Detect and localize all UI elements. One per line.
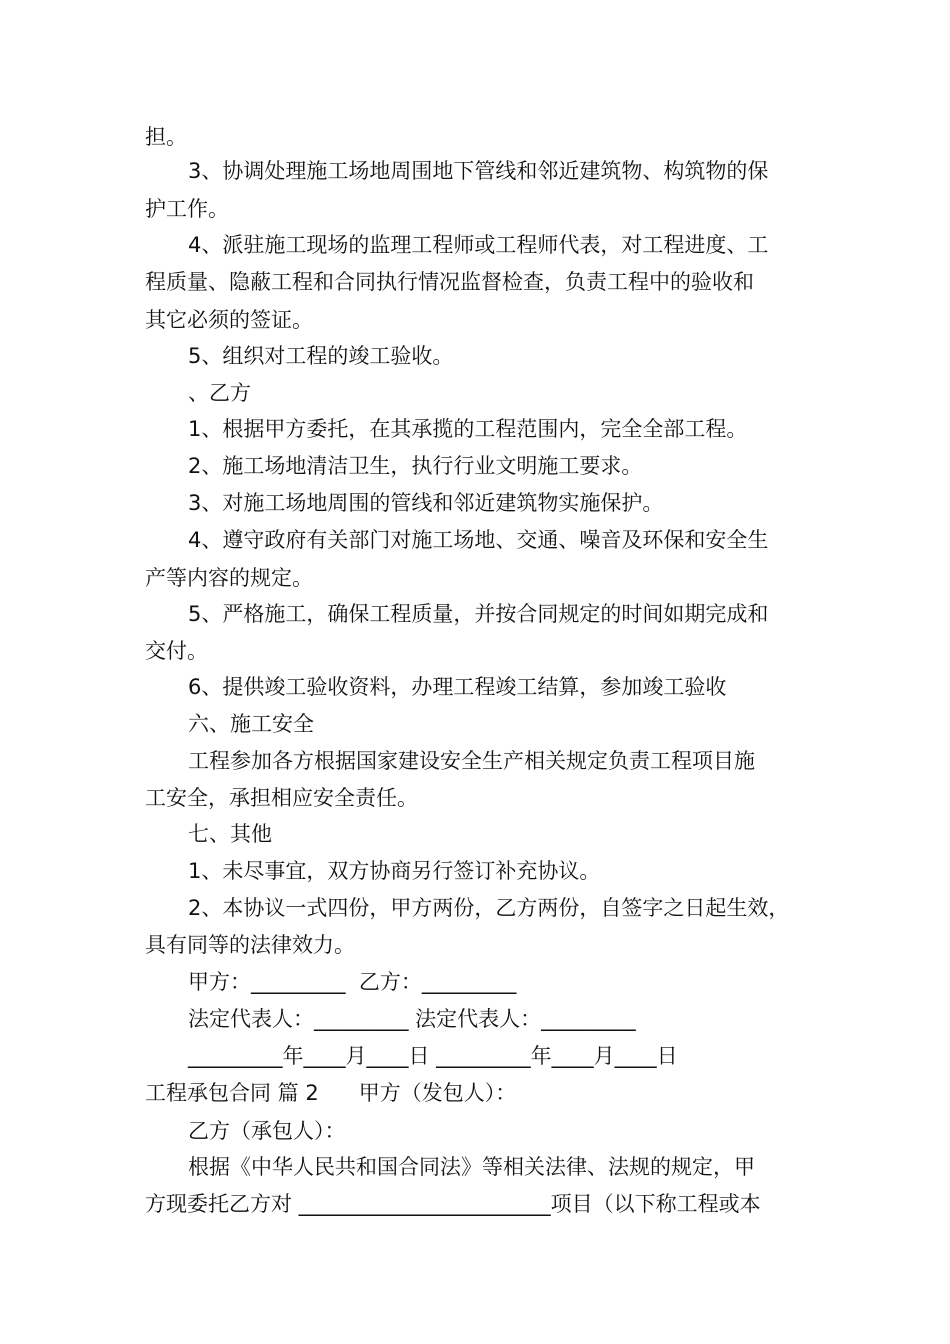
text-line-party-b: 乙方（承包人）：: [188, 1119, 346, 1143]
text-line-22: 2、本协议一式四份，甲方两份，乙方两份，自签字之日起生效，: [188, 896, 790, 920]
text-line-18: 工程参加各方根据国家建设安全生产相关规定负责工程项目施: [188, 749, 755, 773]
text-line-2: 3、协调处理施工场地周围地下管线和邻近建筑物、构筑物的保: [188, 159, 769, 183]
text-line-1: 担。: [145, 125, 187, 149]
text-line-14: 5、严格施工，确保工程质量，并按合同规定的时间如期完成和: [188, 602, 769, 626]
text-line-5: 程质量、隐蔽工程和合同执行情况监督检查，负责工程中的验收和: [145, 270, 754, 294]
signature-line-parties: 甲方：_________ 乙方：_________: [188, 970, 517, 994]
text-line-3: 护工作。: [145, 197, 229, 221]
text-line-20: 七、其他: [188, 822, 272, 846]
signature-line-dates: _________年____月____日 _________年____月____日: [188, 1044, 678, 1068]
text-line-11: 3、对施工场地周围的管线和邻近建筑物实施保护。: [188, 491, 664, 515]
text-line-10: 2、施工场地清洁卫生，执行行业文明施工要求。: [188, 454, 643, 478]
text-line-4: 4、派驻施工现场的监理工程师或工程师代表，对工程进度、工: [188, 233, 769, 257]
signature-line-representatives: 法定代表人：_________ 法定代表人：_________: [188, 1007, 636, 1031]
text-line-28: 根据《中华人民共和国合同法》等相关法律、法规的规定，甲: [188, 1155, 755, 1179]
text-line-12: 4、遵守政府有关部门对施工场地、交通、噪音及环保和安全生: [188, 528, 769, 552]
text-line-8: 、乙方: [188, 381, 251, 405]
text-line-17: 六、施工安全: [188, 712, 314, 736]
text-line-6: 其它必须的签证。: [145, 308, 313, 332]
text-line-29: 方现委托乙方对 ________________________项目（以下称工程或本: [145, 1192, 761, 1216]
text-line-7: 5、组织对工程的竣工验收。: [188, 344, 454, 368]
text-line-21: 1、未尽事宜，双方协商另行签订补充协议。: [188, 859, 601, 883]
text-line-23: 具有同等的法律效力。: [145, 933, 355, 957]
text-line-9: 1、根据甲方委托，在其承揽的工程范围内，完全全部工程。: [188, 417, 748, 441]
text-line-13: 产等内容的规定。: [145, 566, 313, 590]
text-line-15: 交付。: [145, 639, 208, 663]
text-line-19: 工安全，承担相应安全责任。: [145, 786, 418, 810]
section-heading-contract-2: 工程承包合同 篇 2 甲方（发包人）：: [145, 1081, 517, 1105]
text-line-16: 6、提供竣工验收资料，办理工程竣工结算，参加竣工验收: [188, 675, 727, 699]
